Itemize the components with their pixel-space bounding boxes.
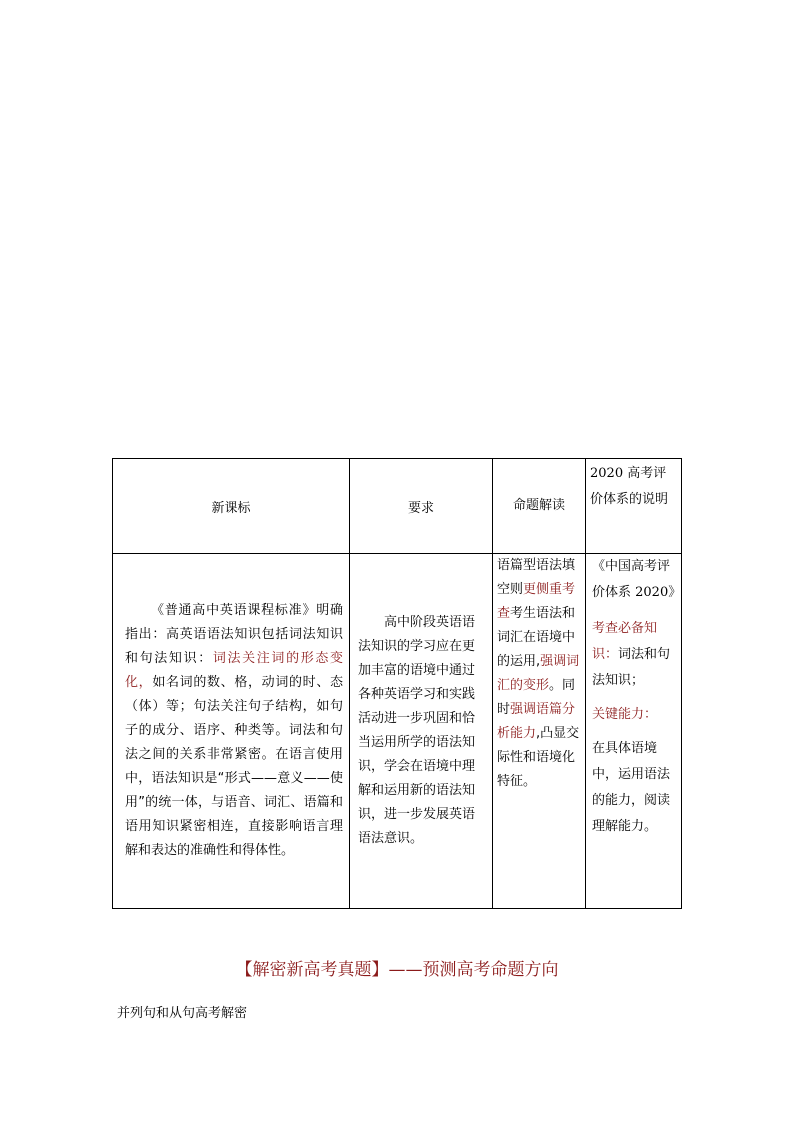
cell-requirement-content: 高中阶段英语语法知识的学习应在更加丰富的语境中通过各种英语学习和实践活动进一步巩固和恰当运用所学的语法知识，学会在语境中理解和运用新的语法知识，进一步发展英语语法意识。 [350,554,493,909]
comparison-table [112,458,682,909]
cell-interpretation-content: 语篇型语法填空则更侧重考查考生语法和词汇在语境中的运用,强调词汇的变形。同时强调语篇分析能力,凸显交际性和语境化特征。 [493,554,586,909]
sub-heading: 并列句和从句高考解密 [117,1006,248,1021]
header-cell-interpretation: 命题解读 [493,459,586,554]
header-cell-evaluation-system: 2020 高考评价体系的说明 [586,459,682,554]
header-cell-requirement: 要求 [350,459,493,554]
section-heading: 【解密新高考真题】——预测高考命题方向 [235,960,559,980]
cell-evaluation-content: 《中国高考评价体系 2020》 考查必备知识：词法和句法知识； 关键能力： 在具体语境中，运用语法的能力，阅读理解能力。 [586,554,682,909]
cell-new-standard-content: 《普通高中英语课程标准》明确指出：高英语语法知识包括词法知识和句法知识：词法关注词的形态变化，如名词的数、格，动词的时、态（体）等；句法关注句子结构，如句子的成分、语序、种类等。词法和句法之间的关系非常紧密。在语言使用中，语法知识是“形式——意义——使用”的统一体，与语音、词汇、语篇和语用知识紧密相连，直接影响语言理解和表达的准确性和得体性。 [113,554,350,909]
header-cell-new-standard: 新课标 [113,459,350,554]
